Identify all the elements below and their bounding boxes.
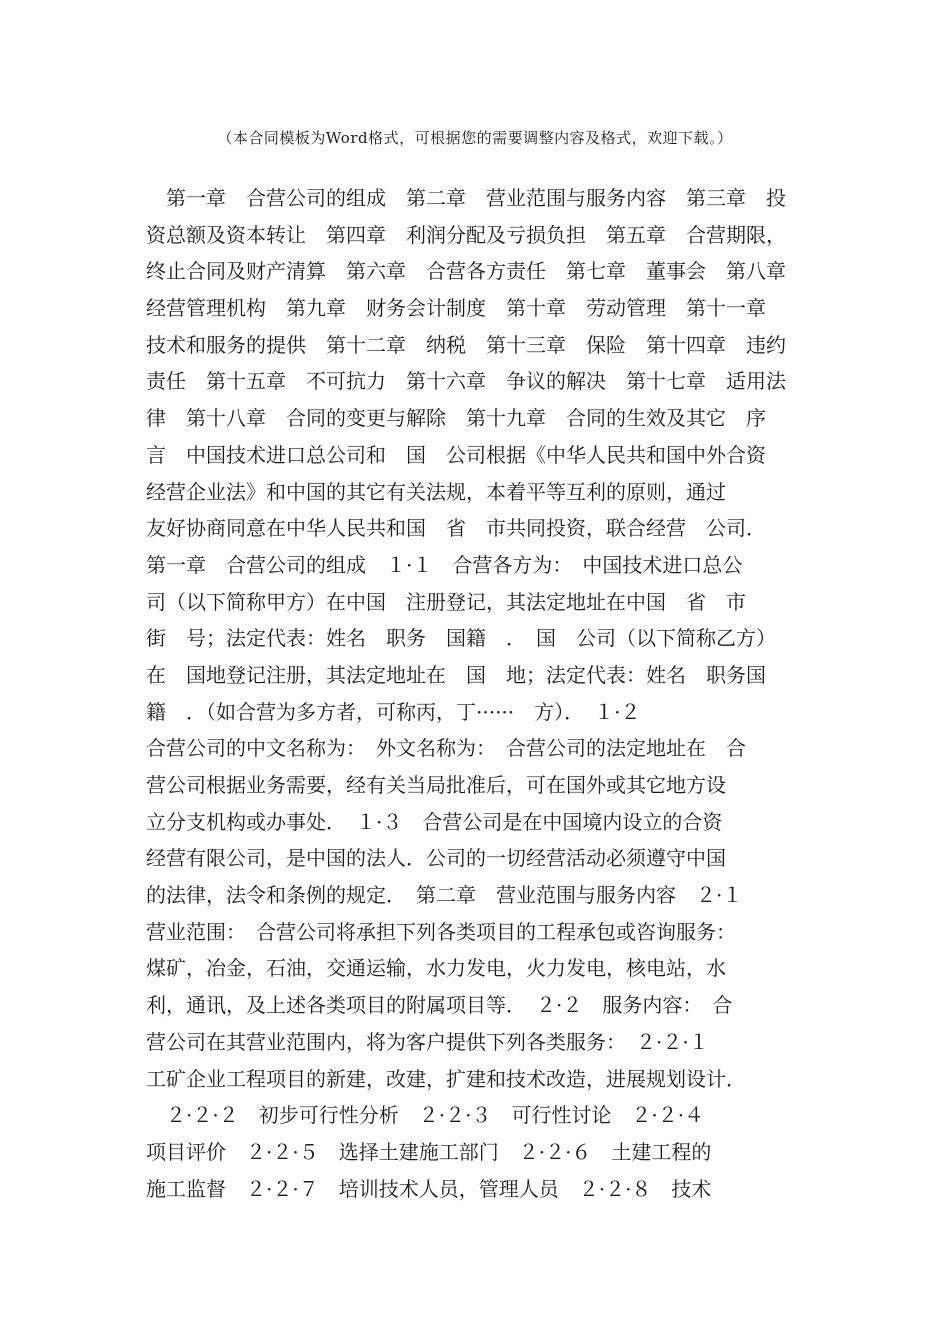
body-line: 立分支机构或办事处． １·３ 合营公司是在中国境内设立的合资 xyxy=(146,809,723,834)
body-line: 利，通讯，及上述各类项目的附属项目等． ２·２ 服务内容： 合 xyxy=(146,993,733,1018)
body-line: ２·２·２ 初步可行性分析 ２·２·３ 可行性讨论 ２·２·４ xyxy=(146,1103,705,1128)
body-line: 经营有限公司，是中国的法人．公司的一切经营活动必须遵守中国 xyxy=(146,846,726,871)
template-note: （本合同模板为Word格式，可根据您的需要调整内容及格式，欢迎下载。） xyxy=(217,129,733,147)
body-line: 工矿企业工程项目的新建，改建，扩建和技术改造，进展规划设计． xyxy=(146,1066,746,1091)
body-line: 营公司根据业务需要，经有关当局批准后，可在国外或其它地方设 xyxy=(146,773,726,797)
body-line: 资总额及资本转让 第四章 利润分配及亏损负担 第五章 合营期限， xyxy=(146,222,786,247)
body-line: 籍 ．（如合营为多方者，可称丙，丁······ 方）． １·２ xyxy=(146,699,641,724)
body-line: 合营公司的中文名称为： 外文名称为： 合营公司的法定地址在 合 xyxy=(146,736,746,761)
body-line: 终止合同及财产清算 第六章 合营各方责任 第七章 董事会 第八章 xyxy=(146,259,786,284)
body-line: 的法律，法令和条例的规定． 第二章 营业范围与服务内容 ２·１ xyxy=(146,883,743,908)
body-line: 第一章 合营公司的组成 第二章 营业范围与服务内容 第三章 投 xyxy=(146,186,786,210)
body-line: 第一章 合营公司的组成 １·１ 合营各方为： 中国技术进口总公 xyxy=(146,552,743,577)
body-line: 项目评价 ２·２·５ 选择土建施工部门 ２·２·６ 土建工程的 xyxy=(146,1139,712,1164)
body-line: 责任 第十五章 不可抗力 第十六章 争议的解决 第十七章 适用法 xyxy=(146,369,786,394)
body-line: 营公司在其营业范围内，将为客户提供下列各类服务： ２·２·１ xyxy=(146,1029,709,1054)
contract-body xyxy=(146,180,806,1207)
body-line: 煤矿，冶金，石油，交通运输，水力发电，火力发电，核电站，水 xyxy=(146,956,726,981)
body-line: 技术和服务的提供 第十二章 纳税 第十三章 保险 第十四章 违约 xyxy=(146,332,786,357)
body-line: 街 号；法定代表：姓名 职务 国籍 ． 国 公司（以下简称乙方） xyxy=(146,626,776,651)
body-line: 营业范围： 合营公司将承担下列各类项目的工程承包或咨询服务： xyxy=(146,919,736,944)
body-line: 律 第十八章 合同的变更与解除 第十九章 合同的生效及其它 序 xyxy=(146,406,766,431)
body-line: 在 国地登记注册，其法定地址在 国 地；法定代表：姓名 职务国 xyxy=(146,662,766,687)
body-line: 言 中国技术进口总公司和 国 公司根据《中华人民共和国中外合资 xyxy=(146,442,766,467)
body-line: 经营管理机构 第九章 财务会计制度 第十章 劳动管理 第十一章 xyxy=(146,296,766,321)
body-line: 施工监督 ２·２·７ 培训技术人员，管理人员 ２·２·８ 技术 xyxy=(146,1176,712,1201)
body-line: 友好协商同意在中华人民共和国 省 市共同投资，联合经营 公司． xyxy=(146,516,766,541)
body-line: 司（以下简称甲方）在中国 注册登记，其法定地址在中国 省 市 xyxy=(146,589,746,614)
body-line: 经营企业法》和中国的其它有关法规，本着平等互利的原则，通过 xyxy=(146,479,726,504)
